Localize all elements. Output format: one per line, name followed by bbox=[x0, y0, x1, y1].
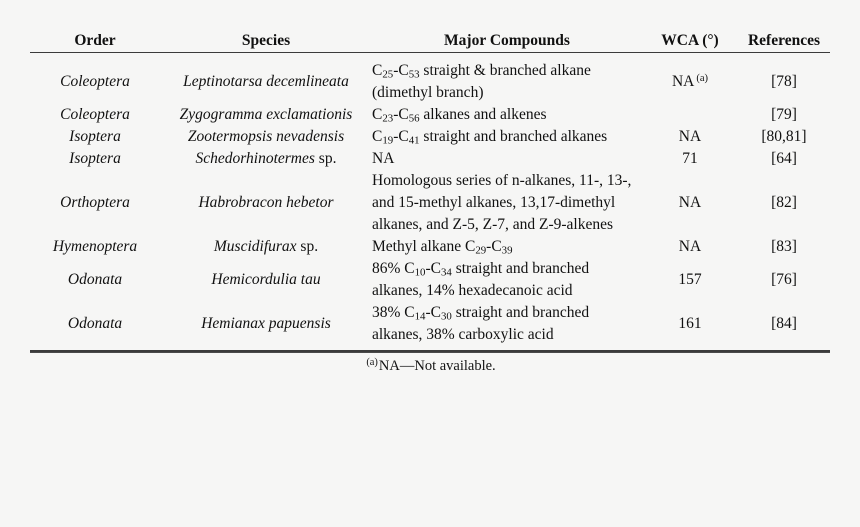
cell-species bbox=[160, 302, 372, 346]
species-binomial: Zootermopsis nevadensis bbox=[187, 128, 345, 145]
wca-value: NA bbox=[678, 194, 702, 211]
table-header bbox=[30, 30, 830, 53]
cell-order: Coleoptera bbox=[60, 106, 130, 123]
data-table bbox=[30, 30, 830, 346]
cell-wca bbox=[642, 126, 738, 148]
cell-wca bbox=[642, 236, 738, 258]
species-binomial: Muscidifurax bbox=[213, 238, 297, 255]
cell-references: [83] bbox=[771, 238, 797, 255]
cell-order: Coleoptera bbox=[60, 73, 130, 90]
cell-species bbox=[160, 236, 372, 258]
cell-wca bbox=[642, 302, 738, 346]
cell-order: Odonata bbox=[67, 315, 123, 332]
table-row bbox=[30, 258, 830, 302]
species-binomial: Zygogramma exclamationis bbox=[179, 106, 353, 123]
cell-major-compounds: 86% $C_{10}-C_{34}$ straight and branched alkanes, 14% hexadecanoic acid bbox=[372, 260, 590, 299]
cell-major-compounds: $C_{19}-C_{41}$ straight and branched alkanes bbox=[372, 128, 608, 147]
column-header-major-compounds: Major Compounds bbox=[372, 30, 642, 53]
cell-major-compounds: $C_{25}-C_{53}$ straight & branched alkane (dimethyl branch) bbox=[372, 62, 591, 101]
footnote-marker: (a) bbox=[366, 356, 378, 368]
cell-references: [64] bbox=[771, 150, 797, 167]
cell-order: Isoptera bbox=[69, 128, 121, 145]
cell-species bbox=[160, 104, 372, 126]
column-header-wca: WCA (°) bbox=[642, 30, 738, 53]
wca-value: NA bbox=[671, 73, 695, 90]
table-bottom-rule bbox=[30, 350, 830, 353]
cell-references: [76] bbox=[771, 271, 797, 288]
cell-wca bbox=[642, 170, 738, 236]
species-rank-suffix: sp. bbox=[296, 238, 319, 255]
table-row bbox=[30, 53, 830, 105]
cell-wca bbox=[642, 53, 738, 105]
cell-references: [78] bbox=[771, 73, 797, 90]
wca-value: 157 bbox=[678, 271, 702, 288]
species-binomial: Leptinotarsa decemlineata bbox=[183, 73, 349, 90]
header-row bbox=[30, 30, 830, 53]
wca-value: NA bbox=[678, 238, 702, 255]
insect-cuticle-compounds-table bbox=[30, 30, 830, 346]
wca-footnote-marker: (a) bbox=[696, 73, 709, 85]
species-binomial: Schedorhinotermes bbox=[195, 150, 315, 167]
table-row bbox=[30, 148, 830, 170]
cell-wca bbox=[642, 258, 738, 302]
table-footnote bbox=[30, 358, 830, 375]
cell-species bbox=[160, 53, 372, 105]
cell-species bbox=[160, 258, 372, 302]
species-binomial: Hemianax papuensis bbox=[201, 315, 331, 332]
table-row bbox=[30, 236, 830, 258]
cell-order: Orthoptera bbox=[60, 194, 130, 211]
cell-major-compounds: 38% $C_{14}-C_{30}$ straight and branched alkanes, 38% carboxylic acid bbox=[372, 304, 590, 343]
cell-major-compounds: Methyl alkane $C_{29}-C_{39}$ bbox=[372, 238, 513, 257]
cell-major-compounds: $C_{23}-C_{56}$ alkanes and alkenes bbox=[372, 106, 547, 125]
cell-order: Odonata bbox=[67, 271, 123, 288]
cell-species bbox=[160, 170, 372, 236]
cell-major-compounds: Homologous series of n-alkanes, 11-, 13-, and 15-methyl alkanes, 13,17-dimethyl alkanes, and Z-5, Z-7, and Z-9-alkenes bbox=[372, 172, 632, 233]
footnote-text: NA—Not available. bbox=[378, 358, 496, 374]
species-binomial: Hemicordulia tau bbox=[211, 271, 321, 288]
table-row bbox=[30, 302, 830, 346]
table-row bbox=[30, 170, 830, 236]
cell-wca bbox=[642, 148, 738, 170]
wca-value: 71 bbox=[682, 150, 698, 167]
cell-species bbox=[160, 126, 372, 148]
column-header-species: Species bbox=[160, 30, 372, 53]
column-header-order: Order bbox=[30, 30, 160, 53]
cell-order: Isoptera bbox=[69, 150, 121, 167]
cell-wca bbox=[642, 104, 738, 126]
table-row bbox=[30, 126, 830, 148]
cell-references: [82] bbox=[771, 194, 797, 211]
cell-species bbox=[160, 148, 372, 170]
cell-references: [84] bbox=[771, 315, 797, 332]
cell-references: [80,81] bbox=[761, 128, 807, 145]
table-row bbox=[30, 104, 830, 126]
wca-value: NA bbox=[678, 128, 702, 145]
wca-value: 161 bbox=[678, 315, 702, 332]
cell-major-compounds: NA bbox=[372, 150, 395, 167]
table-body bbox=[30, 53, 830, 347]
cell-order: Hymenoptera bbox=[52, 238, 138, 255]
column-header-references: References bbox=[738, 30, 830, 53]
species-binomial: Habrobracon hebetor bbox=[198, 194, 334, 211]
cell-references: [79] bbox=[771, 106, 797, 123]
species-rank-suffix: sp. bbox=[314, 150, 337, 167]
